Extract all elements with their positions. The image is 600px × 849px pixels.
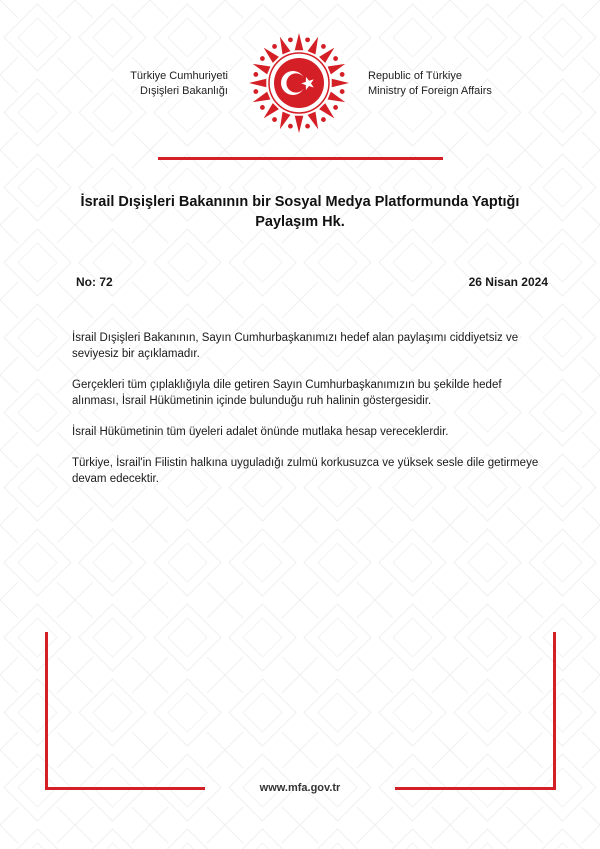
website-link[interactable]: www.mfa.gov.tr — [259, 782, 341, 794]
document-title — [60, 192, 540, 232]
paragraph-2: Gerçekleri tüm çıplaklığıyla dile getiren Sayın Cumhurbaşkanımızın bu şekilde hedef alınması, İsrail Hükümetinin içinde bulunduğu ruh halinin göstergesidir. — [72, 379, 502, 407]
emblem-star-dot — [272, 44, 277, 49]
emblem-star-dot — [288, 124, 293, 129]
header-divider — [158, 157, 443, 160]
emblem-star-dot — [340, 72, 345, 77]
header-left-line1: Türkiye Cumhuriyeti — [130, 70, 228, 82]
document-number: No: 72 — [76, 275, 113, 289]
ministry-name-english — [368, 69, 492, 99]
emblem-star-dot — [321, 117, 326, 122]
emblem-star-dot — [321, 44, 326, 49]
document-date: 26 Nisan 2024 — [468, 275, 548, 289]
emblem-star-dot — [260, 105, 265, 110]
header-right-line1: Republic of Türkiye — [368, 70, 462, 82]
emblem-star-dot — [253, 72, 258, 77]
ministry-name-turkish — [130, 69, 228, 99]
document-body — [72, 330, 550, 502]
emblem-star-dot — [260, 56, 265, 61]
paragraph-1: İsrail Dışişleri Bakanının, Sayın Cumhurbaşkanımızı hedef alan paylaşımı ciddiyetsiz ve seviyesiz bir açıklamadır. — [72, 332, 519, 360]
header-right-line2: Ministry of Foreign Affairs — [368, 85, 492, 97]
emblem-star-dot — [272, 117, 277, 122]
emblem-star-dot — [305, 124, 310, 129]
paragraph-3: İsrail Hükümetinin tüm üyeleri adalet önünde mutlaka hesap vereceklerdir. — [72, 426, 449, 438]
header-left-line2: Dışişleri Bakanlığı — [139, 85, 228, 97]
frame-corner-left-vertical — [45, 632, 48, 790]
emblem-star-dot — [333, 105, 338, 110]
emblem-star-dot — [333, 56, 338, 61]
title-line2: Paylaşım Hk. — [255, 214, 345, 230]
emblem-star-dot — [340, 89, 345, 94]
emblem-star-dot — [305, 37, 310, 42]
paragraph-4: Türkiye, İsrail'in Filistin halkına uyguladığı zulmü korkusuzca ve yüksek sesle dile getirmeye devam edecektir. — [72, 457, 539, 485]
frame-corner-right-vertical — [553, 632, 556, 790]
title-line1: İsrail Dışişleri Bakanının bir Sosyal Medya Platformunda Yaptığı — [80, 194, 520, 210]
emblem-star-dot — [288, 37, 293, 42]
emblem-star-dot — [253, 89, 258, 94]
ministry-emblem-icon — [246, 30, 352, 136]
